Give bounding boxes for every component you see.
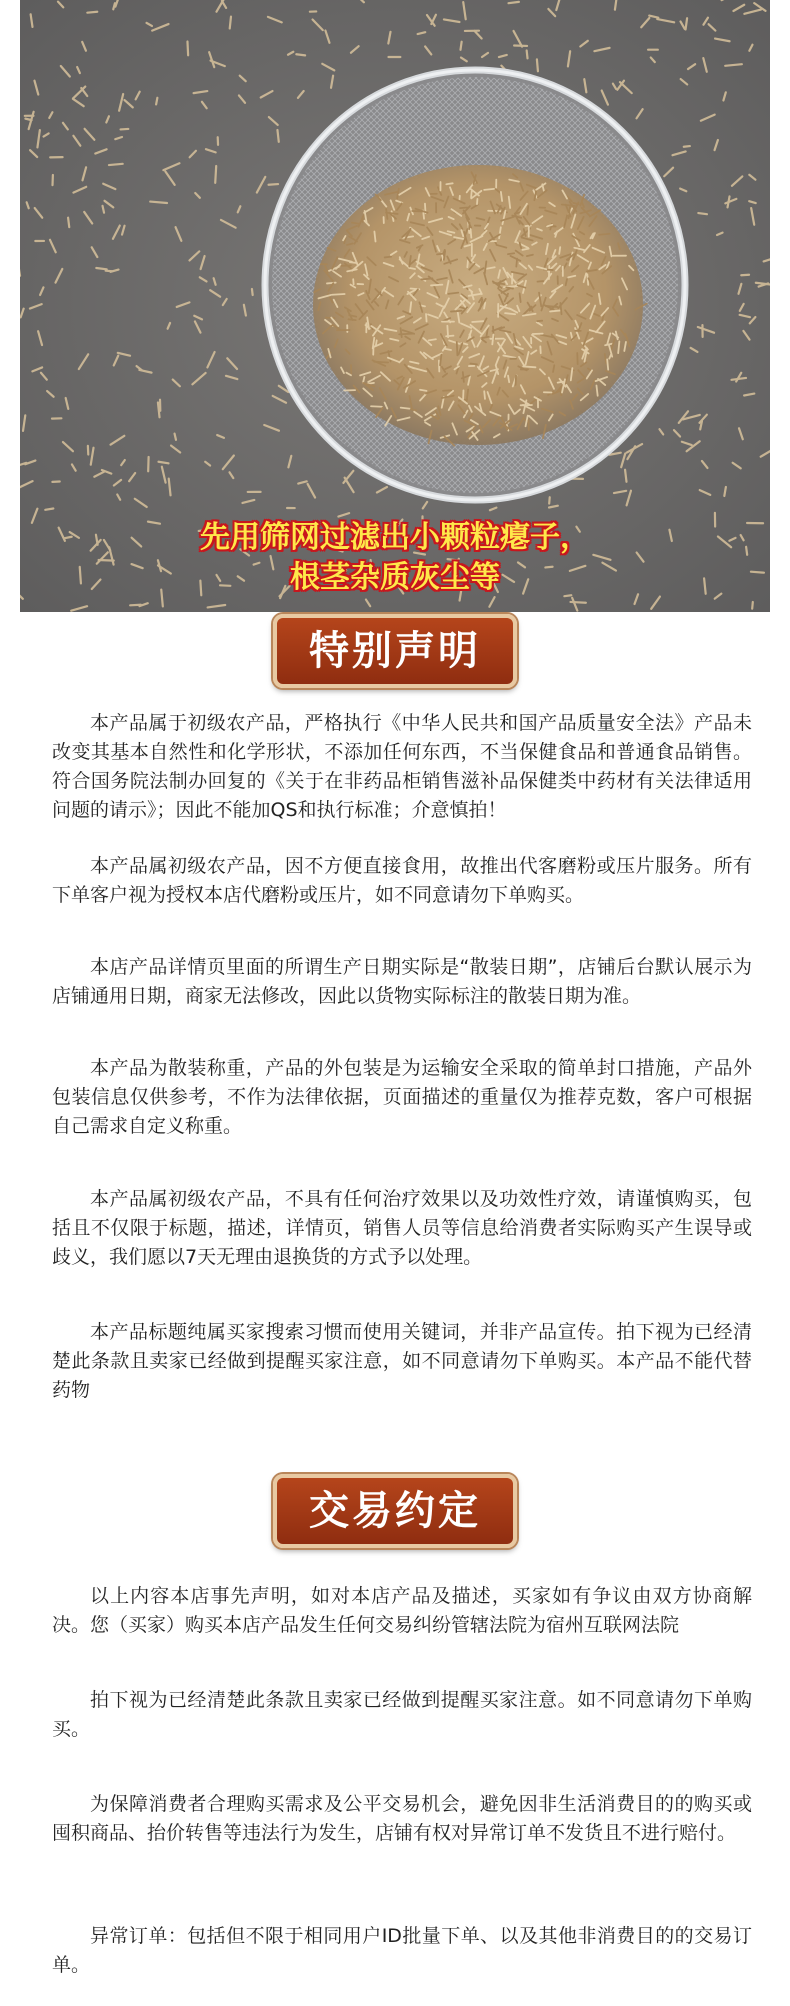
herb-in-sieve	[385, 257, 392, 258]
herb-in-sieve	[386, 209, 387, 219]
herb-in-sieve	[607, 359, 608, 369]
herb-fragment	[684, 146, 690, 147]
statement-paragraph-5: 本产品属初级农产品，不具有任何治疗效果以及功效性疗效，请谨慎购买，包括且不仅限于标题，描述，详情页，销售人员等信息给消费者实际购买产生误导或歧义，我们愿以7天无理由退换货的方式予以处理。	[52, 1188, 752, 1268]
herb-in-sieve	[508, 376, 509, 382]
herb-in-sieve	[492, 335, 493, 345]
herb-fragment	[724, 487, 726, 496]
herb-in-sieve	[352, 223, 359, 224]
herb-fragment	[158, 462, 168, 464]
herb-in-sieve	[444, 251, 445, 260]
herb-in-sieve	[451, 311, 462, 312]
herb-fragment	[45, 509, 53, 510]
statement-paragraph-2: 本产品属初级农产品，因不方便直接食用，故推出代客磨粉或压片服务。所有下单客户视为授权本店代磨粉或压片，如不同意请勿下单购买。	[52, 855, 752, 906]
caption-line-1: 先用筛网过滤出小颗粒瘪子，	[200, 520, 590, 555]
herb-fragment	[460, 42, 461, 50]
herb-in-sieve	[553, 365, 554, 372]
herb-in-sieve	[505, 313, 515, 314]
agreement-paragraph-3: 为保障消费者合理购买需求及公平交易机会，避免因非生活消费目的的购买或囤积商品、抬价转售等违法行为发生，店铺有权对异常订单不发货且不进行赔付。	[52, 1793, 752, 1844]
herb-in-sieve	[431, 285, 442, 286]
herb-fragment	[121, 129, 129, 130]
herb-fragment	[277, 130, 278, 142]
herb-in-sieve	[420, 390, 426, 391]
herb-in-sieve	[470, 364, 476, 365]
herb-fragment	[68, 218, 69, 227]
herb-fragment	[215, 166, 216, 183]
herb-in-sieve	[386, 213, 398, 214]
herb-in-sieve	[599, 234, 610, 235]
herb-fragment	[698, 213, 707, 214]
section-title-trade-agreement: 交易约定	[273, 1474, 517, 1548]
herb-in-sieve	[426, 314, 427, 322]
herb-in-sieve	[484, 303, 485, 309]
statement-paragraph-4: 本产品为散装称重，产品的外包装是为运输安全采取的简单封口措施，产品外包装信息仅供参考，不作为法律依据，页面描述的重量仅为推荐克数，客户可根据自己需求自定义称重。	[52, 1057, 752, 1137]
herb-fragment	[187, 42, 188, 56]
herb-in-sieve	[472, 321, 483, 322]
herb-fragment	[625, 470, 626, 482]
herb-in-sieve	[527, 206, 528, 215]
herb-fragment	[87, 12, 97, 13]
herb-fragment	[686, 18, 688, 29]
herb-in-sieve	[421, 278, 432, 279]
herb-fragment	[156, 98, 157, 105]
herb-in-sieve	[348, 319, 355, 320]
agreement-paragraph-1: 以上内容本店事先声明，如对本店产品及描述，买家如有争议由双方协商解决。您（买家）购买本店产品发生任何交易纠纷管辖法院为宿州互联网法院	[52, 1585, 752, 1636]
herb-in-sieve	[374, 232, 375, 242]
agreement-paragraph-4: 异常订单：包括但不限于相同用户ID批量下单、以及其他非消费目的的交易订单。	[52, 1925, 752, 1976]
agreement-paragraph-2: 拍下视为已经清楚此条款且卖家已经做到提醒买家注意。如不同意请勿下单购买。	[52, 1689, 752, 1740]
statement-paragraph-3: 本店产品详情页里面的所谓生产日期实际是“散装日期”，店铺后台默认展示为店铺通用日期，商家无法修改，因此以货物实际标注的散装日期为准。	[52, 956, 752, 1007]
herb-in-sieve	[573, 203, 579, 204]
herb-in-sieve	[401, 328, 402, 337]
herb-in-sieve	[457, 342, 458, 355]
herb-fragment	[615, 0, 617, 10]
herb-fragment	[752, 602, 753, 609]
herb-in-sieve	[445, 349, 451, 350]
herb-fragment	[96, 268, 106, 269]
photo-caption	[20, 518, 770, 598]
herb-in-sieve	[429, 339, 436, 340]
herb-in-sieve	[501, 192, 502, 201]
herb-in-sieve	[560, 303, 561, 314]
herb-in-sieve	[448, 293, 458, 294]
section-title-special-statement: 特别声明	[273, 614, 517, 688]
herb-in-sieve	[522, 249, 528, 250]
herb-in-sieve	[471, 229, 472, 238]
herb-in-sieve	[550, 310, 560, 311]
herb-fragment	[527, 50, 528, 58]
herb-fragment	[230, 17, 231, 29]
herb-in-sieve	[482, 337, 489, 338]
herb-in-sieve	[471, 191, 472, 198]
herb-in-sieve	[446, 183, 452, 184]
herb-fragment	[537, 59, 538, 71]
statement-paragraph-1: 本产品属于初级农产品，严格执行《中华人民共和国产品质量安全法》产品未改变其基本自然性和化学形状，不添加任何东西，不当保健食品和普通食品销售。符合国务院法制办回复的《关于在非药品柜销售滋补品保健类中药材有关法律适用问题的请示》；因此不能加QS和执行标准；介意慎拍！	[52, 712, 752, 821]
herb-in-sieve	[508, 253, 514, 254]
herb-in-sieve	[350, 262, 357, 263]
herb-in-sieve	[560, 388, 561, 395]
herb-in-sieve	[484, 391, 485, 399]
herb-fragment	[25, 119, 31, 121]
herb-fragment	[296, 54, 305, 55]
herb-in-sieve	[460, 208, 467, 209]
statement-paragraph-6: 本产品标题纯属买家搜索习惯而使用关键词，并非产品宣传。拍下视为已经清楚此条款且卖家已经做到提醒买家注意，如不同意请勿下单购买。本产品不能代替药物	[52, 1321, 752, 1401]
herb-fragment	[509, 2, 519, 3]
herb-in-sieve	[437, 254, 444, 255]
herb-fragment	[150, 202, 167, 203]
herb-fragment	[175, 434, 176, 440]
herb-fragment	[269, 184, 278, 185]
herb-fragment	[252, 289, 253, 295]
herb-fragment	[130, 605, 141, 606]
herb-in-sieve	[447, 326, 448, 338]
caption-line-2: 根茎杂质灰尘等	[290, 560, 500, 595]
herb-fragment	[570, 602, 585, 603]
herb-fragment	[549, 497, 550, 503]
herb-in-sieve	[410, 302, 411, 312]
herb-in-sieve	[618, 341, 619, 353]
product-photo	[20, 0, 770, 612]
herb-in-sieve	[327, 283, 336, 284]
herb-in-sieve	[332, 294, 345, 295]
herb-in-sieve	[559, 247, 560, 254]
herb-in-sieve	[520, 293, 521, 302]
herb-in-sieve	[467, 260, 468, 267]
herb-in-sieve	[409, 268, 415, 269]
herb-fragment	[109, 164, 123, 165]
herb-in-sieve	[401, 408, 410, 409]
herb-in-sieve	[538, 281, 544, 282]
herb-in-sieve	[484, 189, 494, 190]
herb-in-sieve	[506, 287, 513, 288]
herb-in-sieve	[374, 362, 388, 363]
herb-fragment	[103, 206, 105, 213]
herb-fragment	[106, 271, 112, 272]
herb-in-sieve	[596, 386, 597, 396]
